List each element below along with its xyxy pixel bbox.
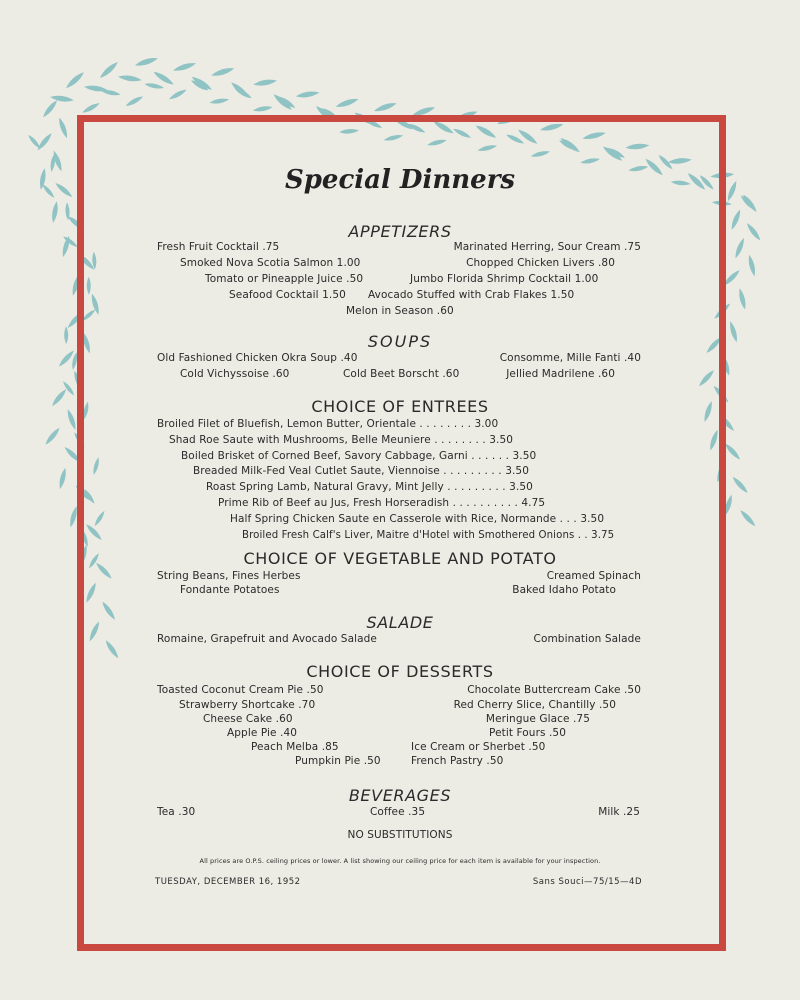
soup-item: Cold Beet Borscht .60 <box>343 368 460 380</box>
dessert-item: Pumpkin Pie .50 <box>295 755 381 767</box>
entree-name: Boiled Brisket of Corned Beef, Savory Cabbage, Garni . . . . . . <box>181 450 510 462</box>
appetizer-item: Smoked Nova Scotia Salmon 1.00 <box>180 257 361 269</box>
appetizer-item: Avocado Stuffed with Crab Flakes 1.50 <box>368 289 575 301</box>
soups-heading: SOUPS <box>367 332 433 351</box>
dessert-item: Cheese Cake .60 <box>203 713 293 725</box>
appetizers-heading: APPETIZERS <box>348 222 452 241</box>
no-substitutions-note: NO SUBSTITUTIONS <box>347 829 453 841</box>
entree-name: Broiled Filet of Bluefish, Lemon Butter, Orientale . . . . . . . . <box>157 418 472 430</box>
appetizer-item: Melon in Season .60 <box>346 305 454 317</box>
menu-date: TUESDAY, DECEMBER 16, 1952 <box>155 877 301 887</box>
dessert-item: French Pastry .50 <box>411 755 504 767</box>
entrees-heading: CHOICE OF ENTREES <box>311 397 489 416</box>
salade-item: Romaine, Grapefruit and Avocado Salade <box>157 633 377 645</box>
entree-item <box>193 465 529 478</box>
dessert-item: Toasted Coconut Cream Pie .50 <box>157 684 324 696</box>
entree-price: 4.75 <box>521 497 546 509</box>
price-disclaimer: All prices are O.P.S. ceiling prices or lower. A list showing our ceiling price for each item is available for your inspection. <box>199 857 601 865</box>
entree-price: 3.50 <box>580 513 605 525</box>
entree-item <box>230 513 604 526</box>
salade-heading: SALADE <box>366 613 434 632</box>
soup-item: Old Fashioned Chicken Okra Soup .40 <box>157 352 358 364</box>
menu-title: Special Dinners <box>284 165 516 195</box>
soup-item: Jellied Madrilene .60 <box>506 368 615 380</box>
beverage-item: Tea .30 <box>157 806 196 818</box>
entree-item <box>169 434 513 447</box>
entree-name: Breaded Milk-Fed Veal Cutlet Saute, Viennoise . . . . . . . . . <box>193 465 502 477</box>
dessert-item: Chocolate Buttercream Cake .50 <box>467 684 641 696</box>
entree-name: Shad Roe Saute with Mushrooms, Belle Meuniere . . . . . . . . <box>169 434 486 446</box>
dessert-item: Red Cherry Slice, Chantilly .50 <box>453 699 616 711</box>
appetizer-item: Fresh Fruit Cocktail .75 <box>157 241 280 253</box>
appetizer-item: Marinated Herring, Sour Cream .75 <box>453 241 641 253</box>
dessert-item: Petit Fours .50 <box>489 727 566 739</box>
entree-name: Half Spring Chicken Saute en Casserole with Rice, Normande . . . <box>230 513 577 525</box>
entree-item <box>157 418 498 431</box>
vegetable-item: Baked Idaho Potato <box>512 584 616 596</box>
dessert-item: Ice Cream or Sherbet .50 <box>411 741 546 753</box>
dessert-item: Peach Melba .85 <box>251 741 339 753</box>
vegetable-item: String Beans, Fines Herbes <box>157 570 301 582</box>
entree-price: 3.50 <box>512 450 537 462</box>
entree-name: Broiled Fresh Calf's Liver, Maitre d'Hotel with Smothered Onions . . <box>242 530 588 541</box>
entree-price: 3.50 <box>489 434 514 446</box>
entree-price: 3.50 <box>509 481 533 493</box>
entree-item <box>242 529 614 542</box>
menu-code: Sans Souci—75/15—4D <box>532 877 642 887</box>
entree-price: 3.50 <box>505 465 529 477</box>
appetizer-item: Chopped Chicken Livers .80 <box>466 257 615 269</box>
dessert-item: Meringue Glace .75 <box>485 713 590 725</box>
vegetable-item: Creamed Spinach <box>546 570 641 582</box>
entree-item <box>218 497 545 510</box>
entree-price: 3.75 <box>591 530 615 541</box>
vegetable-item: Fondante Potatoes <box>180 584 280 596</box>
entree-item <box>181 450 536 463</box>
soup-item: Cold Vichyssoise .60 <box>180 368 290 380</box>
entree-name: Prime Rib of Beef au Jus, Fresh Horseradish . . . . . . . . . . <box>218 497 518 509</box>
entree-name: Roast Spring Lamb, Natural Gravy, Mint Jelly . . . . . . . . . <box>206 481 506 493</box>
soup-item: Consomme, Mille Fanti .40 <box>499 352 641 364</box>
appetizer-item: Seafood Cocktail 1.50 <box>229 289 346 301</box>
beverage-item: Coffee .35 <box>370 806 426 818</box>
appetizer-item: Tomato or Pineapple Juice .50 <box>205 273 364 285</box>
vegetables-heading: CHOICE OF VEGETABLE AND POTATO <box>243 549 557 568</box>
salade-item: Combination Salade <box>533 633 641 645</box>
dessert-item: Apple Pie .40 <box>227 727 298 739</box>
entree-item <box>206 481 533 494</box>
dessert-item: Strawberry Shortcake .70 <box>179 699 316 711</box>
beverage-item: Milk .25 <box>598 806 640 818</box>
desserts-heading: CHOICE OF DESSERTS <box>306 662 494 681</box>
entree-price: 3.00 <box>474 418 499 430</box>
beverages-heading: BEVERAGES <box>348 786 452 805</box>
appetizer-item: Jumbo Florida Shrimp Cocktail 1.00 <box>410 273 599 285</box>
